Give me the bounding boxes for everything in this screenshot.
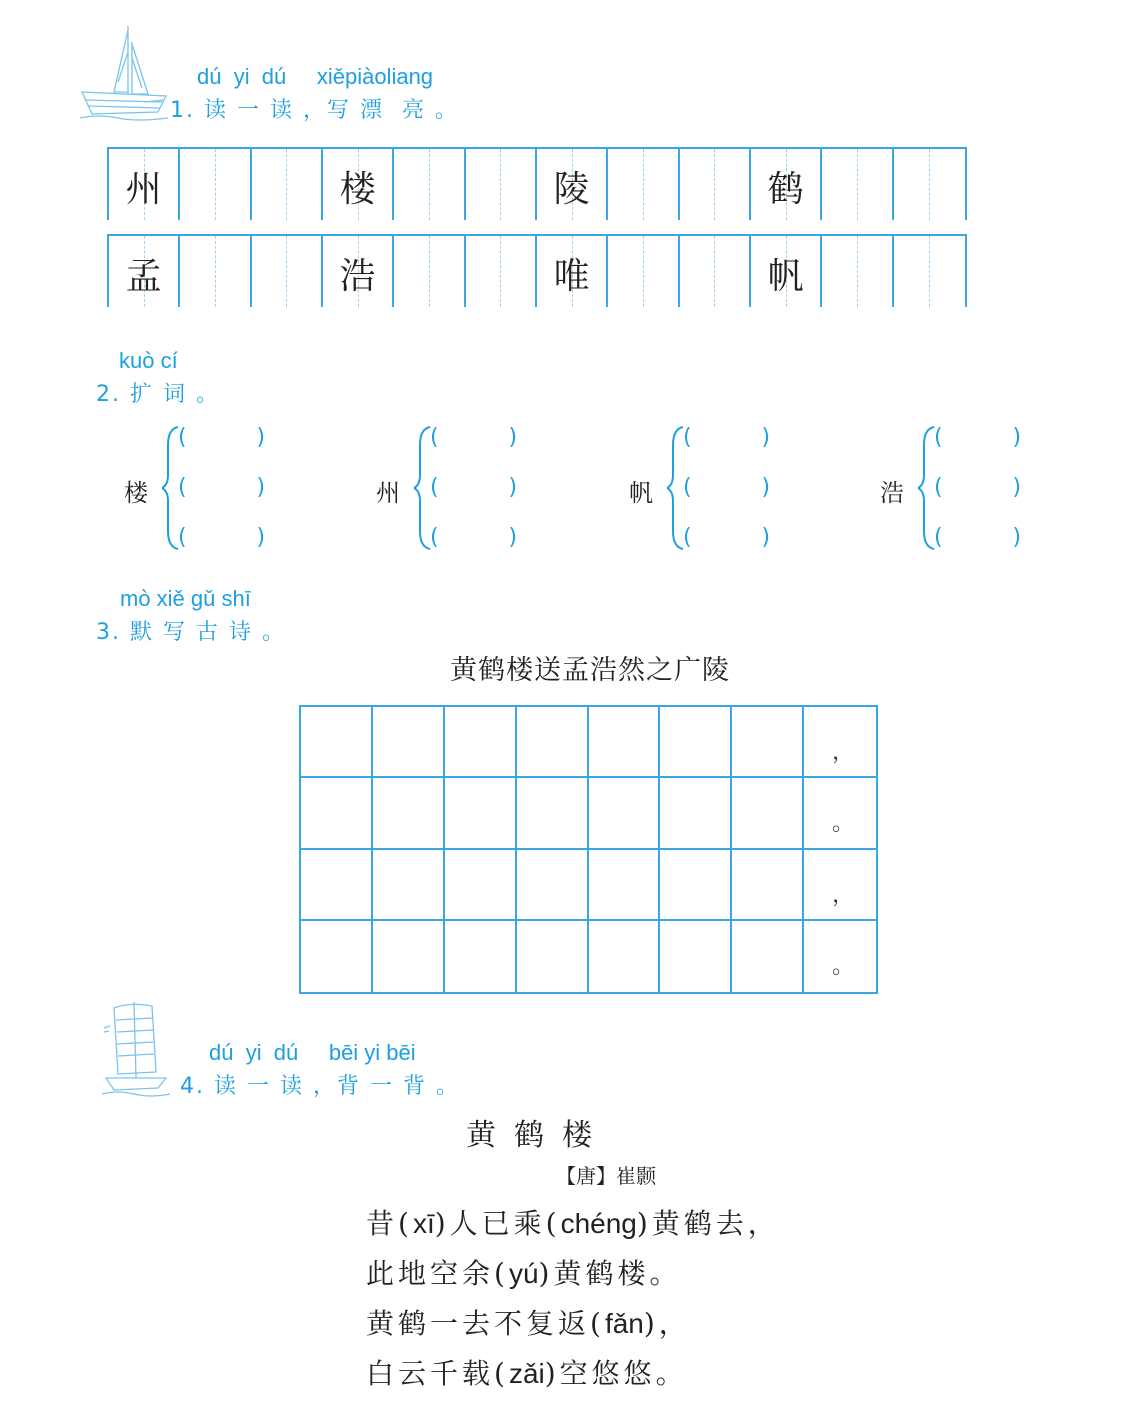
grid-cell[interactable] xyxy=(301,850,373,921)
grid-cell[interactable] xyxy=(301,707,373,778)
poem-line xyxy=(366,1302,691,1342)
pinyin-annotation: fǎn xyxy=(604,1308,644,1339)
punctuation-mark: 。 xyxy=(832,953,855,979)
answer-blank[interactable]: ( ) xyxy=(430,425,518,450)
grid-cell[interactable] xyxy=(751,149,822,220)
dictation-poem-title: 黄鹤楼送孟浩然之广陵 xyxy=(450,655,730,686)
poem-line xyxy=(366,1252,681,1292)
expand-char: 楼 xyxy=(124,479,148,507)
grid-cell[interactable] xyxy=(680,236,751,307)
poem-text: 黄鹤一去不复返( xyxy=(366,1307,605,1340)
pinyin-annotation: zǎi xyxy=(508,1358,545,1389)
grid-char: 陵 xyxy=(553,169,590,210)
grid-cell[interactable] xyxy=(680,149,751,220)
pinyin-annotation: chéng xyxy=(560,1208,637,1239)
expand-word-group xyxy=(629,425,869,555)
section2-pinyin: kuò cí xyxy=(119,348,178,373)
section3-pinyin: mò xiě gǔ shī xyxy=(120,586,251,611)
poem-text: 白云千载( xyxy=(366,1357,509,1390)
grid-char: 楼 xyxy=(339,169,376,210)
grid-cell[interactable] xyxy=(732,707,804,778)
grid-cell[interactable] xyxy=(517,778,589,849)
punctuation-mark: ， xyxy=(832,882,855,908)
grid-cell[interactable] xyxy=(301,921,373,992)
answer-blank[interactable]: ( ) xyxy=(430,475,518,500)
grid-cell[interactable] xyxy=(804,921,876,992)
grid-cell[interactable] xyxy=(466,236,537,307)
grid-cell[interactable] xyxy=(517,921,589,992)
grid-cell[interactable] xyxy=(445,850,517,921)
answer-blank[interactable]: ( ) xyxy=(934,475,1022,500)
section1-pinyin: dú yi dú xiěpiàoliang xyxy=(197,64,434,89)
grid-cell[interactable] xyxy=(751,236,822,307)
grid-cell[interactable] xyxy=(660,850,732,921)
grid-cell[interactable] xyxy=(660,778,732,849)
answer-blank[interactable]: ( ) xyxy=(178,475,266,500)
grid-cell[interactable] xyxy=(109,236,180,307)
grid-char: 孟 xyxy=(125,256,162,297)
dictation-grid xyxy=(299,705,878,994)
sailboat-illustration xyxy=(78,22,170,122)
poem-text: )黄鹤去， xyxy=(636,1207,780,1240)
grid-cell[interactable] xyxy=(373,778,445,849)
grid-cell[interactable] xyxy=(804,778,876,849)
poem-text: )人已乘( xyxy=(434,1207,561,1240)
answer-blank[interactable]: ( ) xyxy=(934,525,1022,550)
grid-char: 鹤 xyxy=(767,169,804,210)
grid-cell[interactable] xyxy=(466,149,537,220)
grid-cell[interactable] xyxy=(445,778,517,849)
grid-cell[interactable] xyxy=(517,707,589,778)
answer-blank[interactable]: ( ) xyxy=(430,525,518,550)
poem-text: )空悠悠。 xyxy=(544,1357,688,1390)
punctuation-mark: ， xyxy=(832,740,855,765)
grid-cell[interactable] xyxy=(804,850,876,921)
expand-word-group xyxy=(880,425,1120,555)
poem-text: )黄鹤楼。 xyxy=(538,1257,682,1290)
grid-cell[interactable] xyxy=(252,149,323,220)
expand-word-group xyxy=(376,425,616,555)
expand-char: 帆 xyxy=(629,479,653,507)
grid-char: 唯 xyxy=(553,256,590,297)
grid-cell[interactable] xyxy=(537,149,608,220)
section4-pinyin: dú yi dú bēi yi bēi xyxy=(209,1040,416,1065)
answer-blank[interactable]: ( ) xyxy=(178,425,266,450)
pinyin-annotation: yú xyxy=(508,1258,539,1289)
grid-cell[interactable] xyxy=(732,850,804,921)
answer-blank[interactable]: ( ) xyxy=(683,425,771,450)
section3-title: 3. 默 写 古 诗 。 xyxy=(96,620,286,645)
grid-cell[interactable] xyxy=(732,778,804,849)
section1-title: 1. 读 一 读 ，写 漂 亮 。 xyxy=(170,98,459,123)
grid-cell[interactable] xyxy=(822,149,893,220)
poem-author: 【唐】崔颢 xyxy=(556,1164,656,1188)
writing-grid-row-1 xyxy=(107,147,967,220)
grid-cell[interactable] xyxy=(517,850,589,921)
expand-char: 浩 xyxy=(880,479,904,507)
grid-cell[interactable] xyxy=(445,707,517,778)
expand-char: 州 xyxy=(376,479,400,507)
poem-line xyxy=(366,1202,780,1242)
grid-cell[interactable] xyxy=(252,236,323,307)
grid-cell[interactable] xyxy=(394,236,465,307)
grid-cell[interactable] xyxy=(732,921,804,992)
answer-blank[interactable]: ( ) xyxy=(934,425,1022,450)
grid-cell[interactable] xyxy=(589,778,661,849)
grid-cell[interactable] xyxy=(894,149,965,220)
grid-cell[interactable] xyxy=(323,149,394,220)
junk-boat-illustration xyxy=(100,998,172,1098)
grid-cell[interactable] xyxy=(394,149,465,220)
poem-line xyxy=(366,1352,688,1392)
grid-cell[interactable] xyxy=(660,707,732,778)
grid-cell[interactable] xyxy=(589,707,661,778)
grid-cell[interactable] xyxy=(589,850,661,921)
grid-cell[interactable] xyxy=(608,149,679,220)
expand-word-group xyxy=(124,425,364,555)
pinyin-annotation: xī xyxy=(412,1208,435,1239)
answer-blank[interactable]: ( ) xyxy=(178,525,266,550)
grid-cell[interactable] xyxy=(660,921,732,992)
grid-cell[interactable] xyxy=(608,236,679,307)
grid-char: 浩 xyxy=(339,256,376,297)
poem-text: 此地空余( xyxy=(366,1257,509,1290)
grid-cell[interactable] xyxy=(180,149,251,220)
grid-cell[interactable] xyxy=(894,236,965,307)
grid-cell[interactable] xyxy=(373,707,445,778)
grid-cell[interactable] xyxy=(180,236,251,307)
section4-title: 4. 读 一 读 ，背 一 背 。 xyxy=(180,1074,460,1099)
punctuation-mark: 。 xyxy=(832,811,855,837)
grid-cell[interactable] xyxy=(373,921,445,992)
grid-char: 帆 xyxy=(767,256,804,297)
grid-cell[interactable] xyxy=(109,149,180,220)
answer-blank[interactable]: ( ) xyxy=(683,475,771,500)
poem-text: )， xyxy=(643,1307,691,1340)
grid-cell[interactable] xyxy=(323,236,394,307)
grid-cell[interactable] xyxy=(373,850,445,921)
poem-title: 黄鹤楼 xyxy=(466,1118,610,1153)
grid-cell[interactable] xyxy=(301,778,373,849)
answer-blank[interactable]: ( ) xyxy=(683,525,771,550)
writing-grid-row-2 xyxy=(107,234,967,307)
grid-cell[interactable] xyxy=(445,921,517,992)
grid-cell[interactable] xyxy=(537,236,608,307)
grid-cell[interactable] xyxy=(822,236,893,307)
grid-cell[interactable] xyxy=(804,707,876,778)
grid-char: 州 xyxy=(125,169,162,210)
section2-title: 2. 扩 词 。 xyxy=(96,382,220,407)
poem-text: 昔( xyxy=(366,1207,413,1240)
grid-cell[interactable] xyxy=(589,921,661,992)
